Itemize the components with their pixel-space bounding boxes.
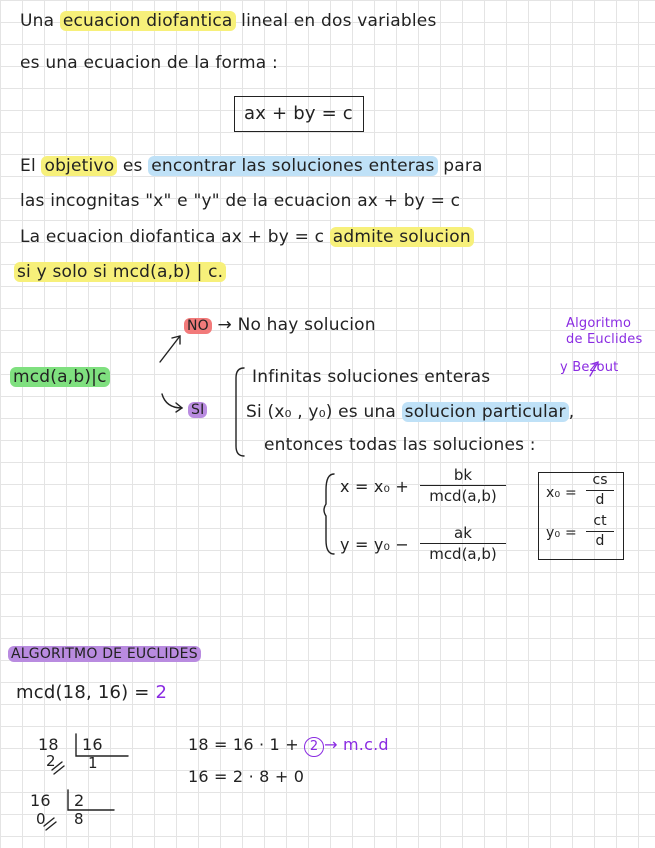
objective-line-3-text: La ecuacion diofantica ax + by = c: [20, 227, 330, 247]
si-badge-wrap: [188, 398, 207, 421]
euclides-eq-2: 16 = 2 · 8 + 0: [188, 767, 305, 786]
intro-line-2: es una ecuacion de la forma :: [20, 53, 278, 73]
y-fraction: [420, 524, 506, 563]
mcd-value: 2: [155, 682, 168, 703]
eq1-mcd-arrow: → m.c.d: [324, 735, 389, 754]
y-solution-left: y = y₀ −: [340, 535, 410, 554]
intro-line-1: [20, 10, 437, 32]
div1-remainder: 2: [46, 752, 56, 770]
x-fraction-num: bk: [453, 466, 473, 484]
si-line-3: entonces todas las soluciones :: [264, 435, 536, 455]
mcd-label: mcd(18, 16) =: [16, 682, 156, 703]
no-badge: NO: [184, 318, 212, 334]
x0-bar: [586, 490, 614, 491]
system-brace-icon: [324, 474, 334, 554]
objective-line-4: [14, 261, 226, 283]
objective-line-3: [20, 226, 474, 248]
y0-num: ct: [593, 513, 607, 529]
x0-label: x₀ =: [546, 485, 577, 501]
main-equation: ax + by = c: [244, 103, 353, 124]
bracket-icon: [236, 368, 244, 456]
objective-line-1: [20, 155, 483, 177]
note-line-2: de Euclides: [566, 332, 643, 347]
div2-divisor: 2: [74, 791, 85, 810]
no-solution-text: → No hay solucion: [217, 315, 376, 335]
objective-line-2: las incognitas "x" e "y" de la ecuacion ax + by = c: [20, 191, 461, 211]
si-badge: SI: [188, 402, 207, 418]
objective-text: El: [20, 156, 42, 176]
euclides-eq-1: [188, 734, 389, 757]
x-fraction-bar: [420, 485, 506, 486]
branch-root: [10, 366, 110, 388]
particular-highlight: solucion particular: [402, 402, 569, 422]
div1-divisor: 16: [82, 735, 103, 754]
div1-dividend: 18: [38, 735, 59, 754]
condition-highlight: si y solo si mcd(a,b) | c.: [14, 262, 226, 282]
div2-dividend: 16: [30, 791, 51, 810]
y-fraction-den: mcd(a,b): [429, 545, 497, 563]
euclides-title: ALGORITMO DE EUCLIDES: [8, 646, 201, 662]
si-line-2-end: ,: [568, 402, 575, 422]
eq1-text: 18 = 16 · 1 +: [188, 735, 305, 754]
note-line-3: y Bezout: [560, 360, 619, 375]
objective-text-3: para: [437, 156, 483, 176]
div1-quotient: 1: [88, 754, 98, 772]
y-fraction-num: ak: [454, 524, 472, 542]
y0-bar: [586, 531, 614, 532]
div2-remainder: 0: [36, 810, 46, 828]
term-highlight: ecuacion diofantica: [60, 11, 236, 31]
admite-highlight: admite solucion: [330, 227, 474, 247]
phrase-highlight: encontrar las soluciones enteras: [148, 156, 437, 176]
si-line-1: Infinitas soluciones enteras: [252, 367, 491, 387]
note-line-1: Algoritmo: [566, 316, 632, 331]
x-fraction-den: mcd(a,b): [429, 487, 497, 505]
objective-text-2: es: [117, 156, 149, 176]
x0-den: d: [595, 492, 605, 508]
y0-label: y₀ =: [546, 525, 577, 541]
si-line-2: [246, 401, 574, 423]
y0-fraction: [586, 513, 614, 550]
eq1-circled-remainder: 2: [304, 737, 324, 757]
y0-den: d: [595, 533, 605, 549]
si-line-2-text: Si (x₀ , y₀) es una: [246, 402, 402, 422]
intro-text-2: lineal en dos variables: [235, 11, 437, 31]
y-fraction-bar: [420, 543, 506, 544]
down-arrow-icon: [162, 394, 182, 408]
x0-num: cs: [592, 472, 608, 488]
no-branch: [184, 314, 376, 337]
root-highlight: mcd(a,b)|c: [10, 367, 110, 387]
x0-fraction: [586, 472, 614, 509]
euclides-title-wrap: [8, 643, 201, 665]
mcd-line: [16, 682, 167, 704]
x-fraction: [420, 466, 506, 505]
intro-text: Una: [20, 11, 60, 31]
up-arrow-icon: [160, 336, 180, 362]
x-solution-left: x = x₀ +: [340, 477, 410, 496]
objective-highlight: objetivo: [41, 156, 117, 176]
div2-quotient: 8: [74, 810, 84, 828]
